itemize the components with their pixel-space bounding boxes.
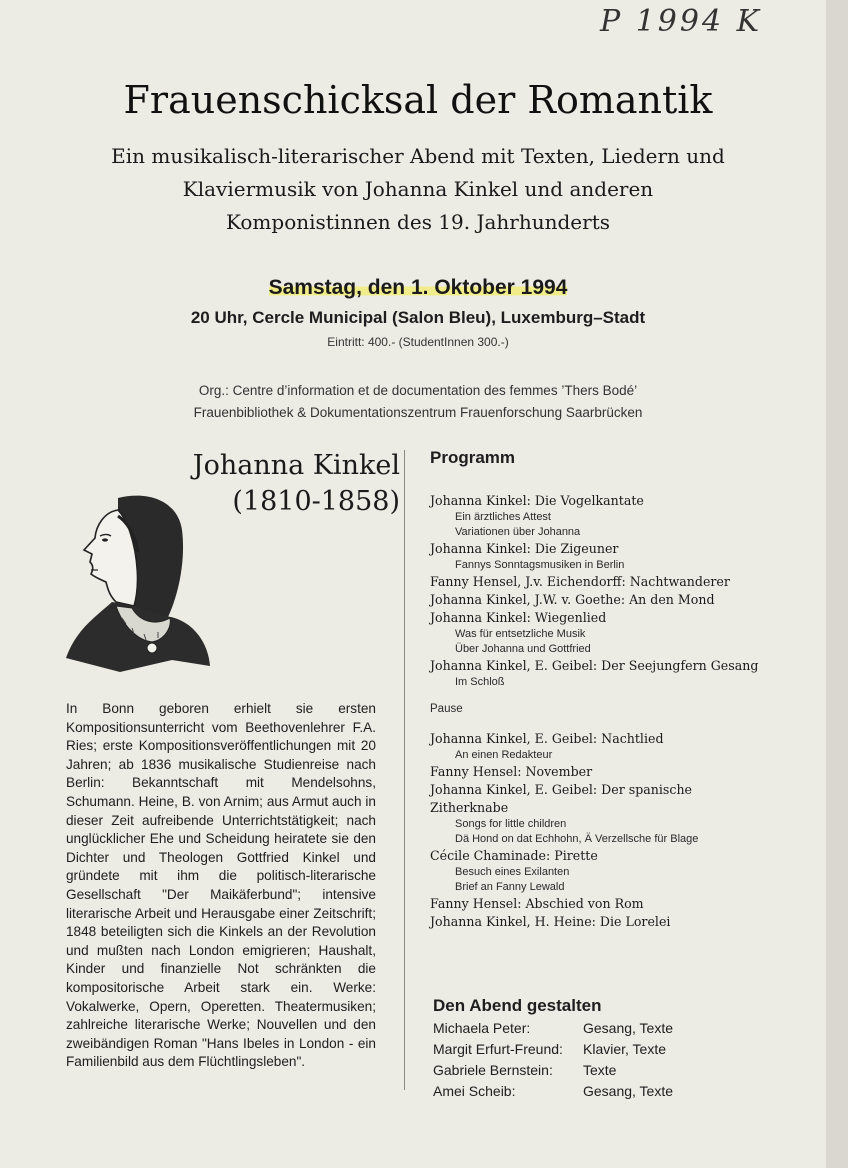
column-divider xyxy=(404,450,405,1090)
program-pause: Pause xyxy=(430,703,463,715)
biography-text: In Bonn geboren erhielt sie ersten Kompositionsunterricht vom Beethovenlehrer F.A. Ries; erste Kompositionsveröffentlichungen mit 20 Jahren; ab 1836 musikalische Studienreise nach Berlin: Bekanntschaft mit Mendelsohns, Schumann. Heine, B. von Arnim; aus Armut auch in dieser Zeit aufreibende Unterrichtstätigkeit; nach unglücklicher Ehe und Scheidung heiratete sie den Dichter und Theologen Gottfried Kinkel und gründete mit ihm die politisch-literarische Gesellschaft "Der Maikäferbund"; intensive literarische Arbeit und Herausgabe einer Zeitschrift; 1848 beteiligten sich die Kinkels an der Revolution und mußten nach London emigrieren; Haushalt, Kinder und finanzielle Not schränkten die kompositorische Arbeit stark ein. Werke: Vokalwerke, Opern, Operetten. Theatermusiken; zahlreiche literarische Werke; Nouvellen und den zweibändigen Roman "Hans Ibeles in London - ein Familienbild aus dem Flüchtlingsleben". xyxy=(66,701,376,1070)
program-reading: Fannys Sonntagsmusiken in Berlin xyxy=(455,559,625,571)
program-work: Zitherknabe xyxy=(430,800,509,815)
program-reading: Songs for little children xyxy=(455,818,567,830)
subtitle-line: Klaviermusik von Johanna Kinkel und anderen xyxy=(182,177,654,201)
portrait-illustration xyxy=(60,490,230,680)
cast-row xyxy=(433,1062,753,1083)
program-work: Johanna Kinkel, H. Heine: Die Lorelei xyxy=(430,914,671,929)
subtitle xyxy=(60,140,776,239)
cast-role: Klavier, Texte xyxy=(583,1041,667,1057)
program-work: Johanna Kinkel, J.W. v. Goethe: An den Mond xyxy=(430,592,715,607)
program-reading: Dä Hond on dat Echhohn, Ä Verzellsche für Blage xyxy=(455,833,699,845)
program-work: Johanna Kinkel: Wiegenlied xyxy=(430,610,607,625)
cast-row xyxy=(433,1083,753,1104)
event-venue: 20 Uhr, Cercle Municipal (Salon Bleu), Luxemburg–Stadt xyxy=(190,308,646,327)
program-reading: Brief an Fanny Lewald xyxy=(455,881,565,893)
event-date xyxy=(140,276,696,300)
program-work: Fanny Hensel: November xyxy=(430,764,593,779)
paper-edge xyxy=(826,0,848,1168)
program-reading: Ein ärztliches Attest xyxy=(455,511,551,523)
program-reading: Über Johanna und Gottfried xyxy=(455,643,591,655)
program-work: Johanna Kinkel: Die Vogelkantate xyxy=(430,493,644,508)
page-title: Frauenschicksal der Romantik xyxy=(123,78,713,122)
program-work: Fanny Hensel: Abschied von Rom xyxy=(430,896,644,911)
cast-row xyxy=(433,1020,753,1041)
program-list xyxy=(430,492,780,931)
program-work: Johanna Kinkel, E. Geibel: Nachtlied xyxy=(430,731,664,746)
event-entry-fee: Eintritt: 400.- (StudentInnen 300.-) xyxy=(327,335,509,349)
cast-name: Michaela Peter: xyxy=(433,1020,531,1036)
event-date-text: Samstag, den 1. Oktober 1994 xyxy=(268,276,568,299)
cast-table xyxy=(433,1020,753,1104)
program-reading: An einen Redakteur xyxy=(455,749,553,761)
program-reading: Besuch eines Exilanten xyxy=(455,866,570,878)
program-work: Cécile Chaminade: Pirette xyxy=(430,848,598,863)
cast-name: Margit Erfurt-Freund: xyxy=(433,1041,563,1057)
organizers xyxy=(100,380,736,424)
program-heading: Programm xyxy=(430,448,516,467)
cast-heading: Den Abend gestalten xyxy=(433,996,602,1015)
subtitle-line: Komponistinnen des 19. Jahrhunderts xyxy=(225,210,610,234)
program-work: Fanny Hensel, J.v. Eichendorff: Nachtwanderer xyxy=(430,574,730,589)
program-work: Johanna Kinkel, E. Geibel: Der spanische xyxy=(430,782,693,797)
program-reading: Im Schloß xyxy=(455,676,505,688)
cast-name: Gabriele Bernstein: xyxy=(433,1062,553,1078)
portrait-years: (1810-1858) xyxy=(232,486,400,517)
program-work: Johanna Kinkel: Die Zigeuner xyxy=(430,541,619,556)
cast-role: Texte xyxy=(583,1062,617,1078)
archive-handwritten-note: P 1994 K xyxy=(600,4,763,39)
cast-name: Amei Scheib: xyxy=(433,1083,516,1099)
organizer-line: Frauenbibliothek & Dokumentationszentrum Frauenforschung Saarbrücken xyxy=(193,405,643,420)
program-reading: Was für entsetzliche Musik xyxy=(455,628,586,640)
organizer-line: Org.: Centre d’information et de documentation des femmes ’Thers Bodé’ xyxy=(198,383,638,398)
program-work: Johanna Kinkel, E. Geibel: Der Seejungfern Gesang xyxy=(430,658,759,673)
portrait-name: Johanna Kinkel xyxy=(192,450,400,481)
cast-role: Gesang, Texte xyxy=(583,1083,674,1099)
program-reading: Variationen über Johanna xyxy=(455,526,581,538)
subtitle-line: Ein musikalisch-literarischer Abend mit Texten, Liedern und xyxy=(111,144,725,168)
cast-row xyxy=(433,1041,753,1062)
cast-role: Gesang, Texte xyxy=(583,1020,674,1036)
